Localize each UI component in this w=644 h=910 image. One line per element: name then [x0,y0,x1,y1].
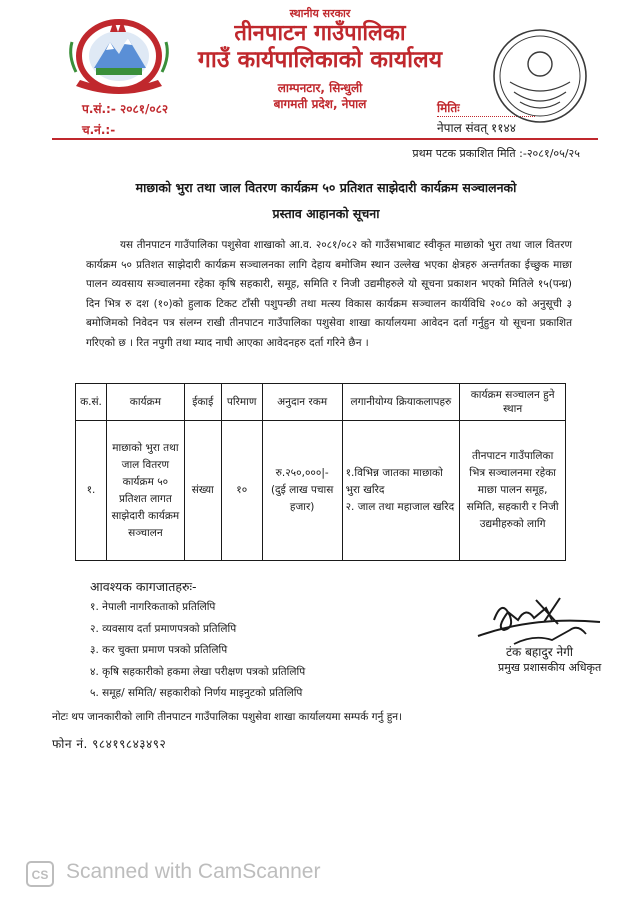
camscanner-badge-text: CS [31,868,49,882]
list-item: १. नेपाली नागरिकताको प्रतिलिपि [90,601,216,613]
table-header-row [76,384,566,421]
cell-sn: १. [76,421,107,561]
cell-grant [262,421,342,561]
date-label: मितिः [437,101,460,115]
column-header-location: कार्यक्रम सञ्चालन हुने स्थान [460,384,566,421]
header-divider [52,138,598,140]
list-item: २. व्यवसाय दर्ता प्रमाणपत्रको प्रतिलिपि [90,622,237,635]
cell-unit: संख्या [184,421,221,561]
signatory-name: टंक बहादुर नेगी [506,645,574,659]
table-row [76,421,566,561]
cell-activities [342,421,460,561]
activity-item: १.विभिन्न जातका माछाको भुरा खरिद [345,467,443,496]
documents-heading: आवश्यक कागजातहरुः- [90,579,197,594]
notice-title-line-1: माछाको भुरा तथा जाल वितरण कार्यक्रम ५० प्रतिशत साझेदारी कार्यक्रम सञ्चालनको [135,180,517,195]
column-header-quantity: परिमाण [221,384,262,421]
grant-amount-words: (दुई लाख पचास हजार) [270,484,334,513]
signatory-title: प्रमुख प्रशासकीय अधिकृत [498,661,602,674]
program-table [75,383,566,561]
documents-list [90,600,305,708]
list-item: ३. कर चुक्ता प्रमाण पत्रको प्रतिलिपि [90,644,228,656]
cell-location: तीनपाटन गाउँपालिका भित्र सञ्चालनमा रहेका माछा पालन समूह, समिति, सहकारी र निजी उद्यमीहरुको लागि [460,421,566,561]
column-header-program: कार्यक्रम [106,384,184,421]
publish-date: प्रथम पटक प्रकाशित मिति :-२०८१/०५/२५ [412,147,580,160]
column-header-unit: ईकाई [184,384,221,421]
cell-quantity: १० [221,421,262,561]
govt-label: स्थानीय सरकार [289,7,351,20]
date-value: नेपाल संवत् ११४४ [437,121,516,135]
reference-number: प.सं.:- २०८१/०८२ [82,102,169,116]
column-header-activities: लगानीयोग्य क्रियाकलापहरु [342,384,460,421]
contact-phone: फोन नं. ९८४१९८४३४९२ [52,737,167,751]
grant-amount: रु.२५०,०००|- [275,467,329,479]
cell-program: माछाको भुरा तथा जाल वितरण कार्यक्रम ५० प्रतिशत लागत साझेदारी कार्यक्रम सञ्चालन [106,421,184,561]
footer-note: नोटः थप जानकारीको लागि तीनपाटन गाउँपालिका पशुसेवा शाखा कार्यालयमा सम्पर्क गर्नु हुन। [52,711,403,723]
camscanner-watermark: Scanned with CamScanner [66,860,321,883]
dispatch-number: च.नं.:- [82,123,116,137]
notice-title [96,175,556,227]
notice-body: यस तीनपाटन गाउँपालिका पशुसेवा शाखाको आ.व. २०८१/०८२ को गाउँसभाबाट स्वीकृत माछाको भुरा तथा जाल वितरण कार्यक्रम ५० प्रतिशत साझेदारी कार्यक्रम सञ्चालनका लागि देहाय बमोजिम स्थान उल्लेख भएका क्षेत्रहरु अन्तर्गतका ईच्छुक माछा पालन व्यवसाय सञ्चालनमा रहेका कृषि सहकारी, समूह, समिति र निजी उद्यमीहरुले यो सूचना प्रकाशन भएको मितिले १५(पन्ध्र) दिन भित्र रु दश (१०)को हुलाक टिकट टाँसी पशुपन्छी तथा मत्स्य विकास कार्यक्रम सञ्चालन कार्यविधि २०८० को अनुसूची ३ बमोजिमको निवेदन पत्र संलग्न राखी तीनपाटन गाउँपालिका पशुसेवा शाखा कार्यालयमा आवेदन दर्ता गर्नुहुन यो सूचना प्रकाशित गरिएको छ । रित नपुगी तथा म्याद नाघी आएका आवेदनहरु दर्ता गरिने छैन । [86,239,572,349]
address-line-1: लाम्पनटार, सिन्धुली [277,81,363,95]
column-header-sn: क.सं. [76,384,107,421]
notice-title-line-2: प्रस्ताव आहानको सूचना [272,206,380,221]
list-item: ५. समूह/ समिति/ सहकारीको निर्णय माइनुटको प्रतिलिपि [90,687,303,699]
office-seal-stamp [490,26,590,126]
activity-item: २. जाल तथा महाजाल खरिद [345,501,455,513]
address-line-2: बागमती प्रदेश, नेपाल [273,97,367,111]
list-item: ४. कृषि सहकारीको हकमा लेखा परीक्षण पत्रको प्रतिलिपि [90,665,306,678]
letterhead [150,6,490,112]
camscanner-logo-icon [26,861,54,887]
column-header-grant: अनुदान रकम [262,384,342,421]
office-name: गाउँ कार्यपालिकाको कार्यालय [197,47,443,73]
org-name: तीनपाटन गाउँपालिका [234,21,406,46]
